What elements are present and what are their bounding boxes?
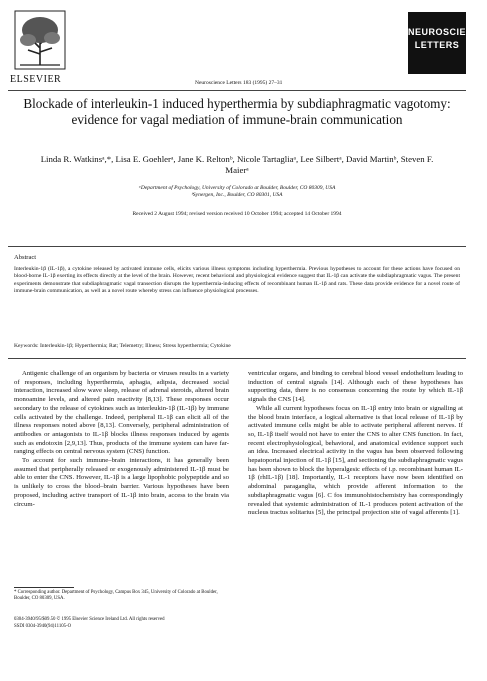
affiliations: [40, 185, 434, 199]
keywords: Keywords: Interleukin-1β; Hyperthermia; Rat; Telemetry; Illness; Stress hyperthermia; Cytokine: [14, 343, 231, 349]
abstract-bottom-divider: [8, 358, 466, 359]
received-dates: Received 2 August 1994; revised version received 10 October 1994; accepted 14 October 1994: [132, 211, 342, 217]
affiliation-a: ᵃDepartment of Psychology, University of Colorado at Boulder, Boulder, CO 80309, USA: [138, 185, 336, 191]
article-title: Blockade of interleukin-1 induced hyperthermia by subdiaphragmatic vagotomy: evidence for vagal mediation of immune-brain communication: [23, 96, 451, 127]
affiliation-b: ᵇSynergen, Inc., Boulder, CO 80301, USA: [191, 192, 283, 198]
body-paragraph: To account for such immune–brain interactions, it has generally been assumed that peripherally released or exogenously administered IL-1β must be able to enter the CNS. However, IL-1β is a large lipophobic polypeptide and so is unlikely to cross the blood–brain barrier. Various hypotheses have been proposed, including active transport of IL-1β into brain, access to the brain via circum-: [14, 457, 229, 508]
body-paragraph: While all current hypotheses focus on IL-1β entry into brain or signalling at the blood brain interface, a logical alternative is that local release of IL-1β by activated immune cells might be able to activate peripheral afferent nerves. If so, IL-1β itself would not have to enter the CNS to alter CNS function. In fact, recent electrophysiological, behavioral, and anatomical evidence support such an idea. Increased electrical activity in the vagus has been observed following hepatoportal injection of IL-1β [15], and sectioning the subdiaphragmatic vagus has been shown to block the hyperalgesic effects of i.p. recombinant human IL-1β (rhIL-1β) [18]. Importantly, IL-1 receptors have now been identified on abdominal paraganglia, which provide afferent information to the subdiaphragmatic vagus [6]. C fos immunohistochemistry has correspondingly revealed that systemic administration of IL-1 produces potent activation of the nucleus tractus solitarius [5], the principal projection site of vagal afferents [1].: [248, 404, 463, 517]
body-column-left: [14, 370, 229, 509]
abstract-text: Interleukin-1β (IL-1β), a cytokine released by activated immune cells, elicits various illness symptoms including hyperthermia. Previous hypotheses to account for these actions have focused on blood-borne IL-1β exerting its effects directly at the level of the brain. However, recent behavioral and physiological evidence suggest that IL-1β can activate the subdiaphragmatic vagus. The present experiments demonstrate that subdiaphragmatic vagal transection disrupts the hyperthermia-inducing effects of recombinant human IL-1β and rats. These data provide evidence for a novel route of immune-brain communication, as well as a novel route whereby stress can influence physiological processes.: [14, 266, 460, 295]
author-list: Linda R. Watkinsᵃ,*, Lisa E. Goehlerᵃ, Jane K. Reltonᵇ, Nicole Tartagliaᵃ, Lee Silbertᵃ, David Martinᵇ, Steven F. Maierᵃ: [40, 154, 434, 175]
footnote-divider: [14, 587, 74, 588]
body-paragraph: Antigenic challenge of an organism by bacteria or viruses results in a variety of responses, including hyperthermia, aphagia, adipsia, decreased social interaction, increased slow wave sleep, release of adrenal steroids, altered brain monoamine levels, and altered pain reactivity [8,13]. These responses occur secondary to the release of cytokines such as interleukin-1β (IL-1β) by immune cells activated by the challenge. Indeed, peripheral IL-1β can elicit all of the illness responses noted above [8,13]. Conversely, peripheral administration of antibodies or antagonists to IL-1β blocks illness responses induced by agents such as endotoxin [2,9,13]. Thus, products of the immune system can have far-ranging effects on central nervous system (CNS) function.: [14, 370, 229, 456]
abstract-top-divider: [8, 246, 466, 247]
journal-citation: Neuroscience Letters 183 (1995) 27–31: [195, 80, 283, 86]
issn-copyright: 0304-3940/95/$09.50 © 1995 Elsevier Science Ireland Ltd. All rights reserved SSDI 0304-3940(94)11105-O: [14, 617, 165, 629]
elsevier-tree-logo-icon: [14, 10, 66, 70]
body-paragraph: ventricular organs, and binding to cerebral blood vessel endothelium leading to induction of central signals [14]. Although each of these hypotheses has supporting data, there is no consensus concerning the route by which IL-1β signals the CNS [14].: [248, 370, 463, 404]
journal-logo: NEUROSCIENCE LETTERS: [408, 12, 466, 74]
body-column-right: [248, 370, 463, 518]
header-divider: [8, 90, 466, 91]
corresponding-author-footnote: * Corresponding author. Department of Psychology, Campus Box 345, University of Colorado at Boulder, Boulder, CO 80309, USA.: [14, 590, 218, 602]
abstract-heading: Abstract: [14, 254, 37, 261]
publisher-name: ELSEVIER: [10, 74, 62, 85]
